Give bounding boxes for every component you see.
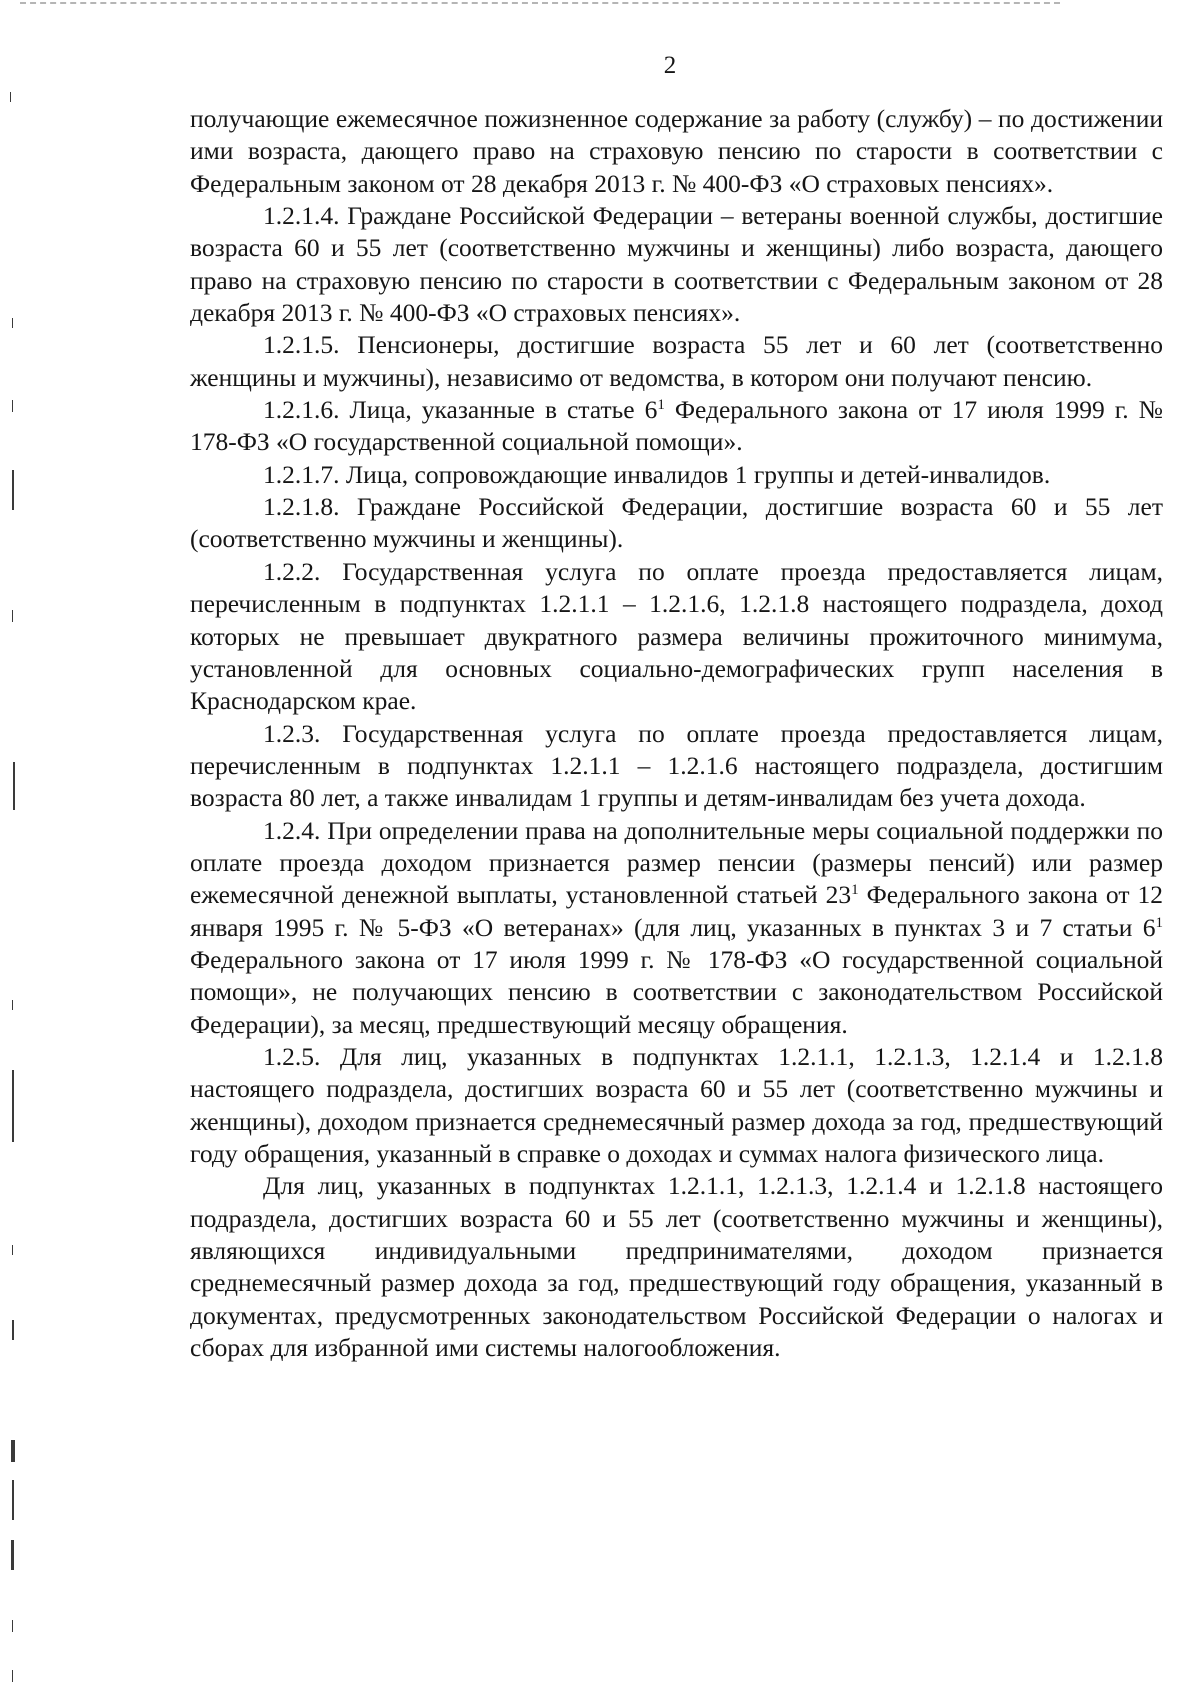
- superscript: 1: [851, 882, 859, 899]
- superscript: 1: [657, 397, 665, 414]
- paragraph-1-2-1-4: 1.2.1.4. Граждане Российской Федерации – ветераны военной службы, достигшие возраста 60 и 55 лет (соответственно мужчины и женщины) либо возраста, дающего право на страховую пенсию по старости в соответствии с Федеральным законом от 28 декабря 2013 г. № 400-ФЗ «О страховых пенсиях».: [190, 201, 1163, 328]
- page-number: 2: [663, 52, 677, 79]
- paragraph-1-2-2: 1.2.2. Государственная услуга по оплате проезда предоставляется лицам, перечисленным в подпунктах 1.2.1.1 – 1.2.1.6, 1.2.1.8 настоящего подраздела, доход которых не превышает двукратного размера величины прожиточного минимума, установленной для основных социально-демографических групп населения в Краснодарском крае.: [190, 556, 1163, 716]
- paragraph-1-2-5-continued: Для лиц, указанных в подпунктах 1.2.1.1, 1.2.1.3, 1.2.1.4 и 1.2.1.8 настоящего подраздела, достигших возраста 60 и 55 лет (соответственно мужчины и женщины), являющихся индивидуальными предпринимателями, доходом признается среднемесячный размер дохода за год, предшествующий году обращения, указанный в документах, предусмотренных законодательством Российской Федерации о налогах и сборах для избранной ими системы налогообложения.: [190, 1171, 1163, 1363]
- superscript: 1: [1155, 914, 1163, 931]
- paragraph-1-2-4: [190, 815, 1163, 1041]
- scan-margin-marks: [0, 0, 24, 1697]
- paragraph-text: Федерального закона от 17 июля 1999 г. № 178-ФЗ «О государственной социальной помощи».: [190, 395, 1163, 457]
- scan-edge-line: [20, 2, 1060, 4]
- paragraph-1-2-1-5: 1.2.1.5. Пенсионеры, достигшие возраста 55 лет и 60 лет (соответственно женщины и мужчины), независимо от ведомства, в котором они получают пенсию.: [190, 330, 1163, 392]
- paragraph-1-2-1-6: [190, 394, 1163, 459]
- paragraph-1-2-1-7: 1.2.1.7. Лица, сопровождающие инвалидов 1 группы и детей-инвалидов.: [263, 459, 1051, 489]
- document-body: [190, 103, 1163, 1364]
- paragraph-text: 1.2.1.6. Лица, указанные в статье 6: [263, 395, 658, 425]
- paragraph-1-2-1-8: 1.2.1.8. Граждане Российской Федерации, достигшие возраста 60 и 55 лет (соответственно мужчины и женщины).: [190, 492, 1163, 554]
- paragraph-continuation: получающие ежемесячное пожизненное содержание за работу (службу) – по достижении ими возраста, дающего право на страховую пенсию по старости в соответствии с Федеральным законом от 28 декабря 2013 г. № 400-ФЗ «О страховых пенсиях».: [190, 104, 1163, 198]
- paragraph-1-2-3: 1.2.3. Государственная услуга по оплате проезда предоставляется лицам, перечисленным в подпунктах 1.2.1.1 – 1.2.1.6 настоящего подраздела, достигшим возраста 80 лет, а также инвалидам 1 группы и детям-инвалидам без учета дохода.: [190, 718, 1163, 813]
- paragraph-text: Федерального закона от 12 января 1995 г. № 5-ФЗ «О ветеранах» (для лиц, указанных в пунктах 3 и 7 статьи 6: [190, 880, 1164, 942]
- paragraph-text: 1.2.4. При определении права на дополнительные меры социальной поддержки по оплате проезда доходом признается размер пенсии (размеры пенсий) или размер ежемесячной денежной выплаты, установленной статьей 23: [190, 815, 1163, 910]
- paragraph-1-2-5: 1.2.5. Для лиц, указанных в подпунктах 1.2.1.1, 1.2.1.3, 1.2.1.4 и 1.2.1.8 настоящего подраздела, достигших возраста 60 и 55 лет (соответственно мужчины и женщины), доходом признается среднемесячный размер дохода за год, предшествующий году обращения, указанный в справке о доходах и суммах налога физического лица.: [190, 1041, 1163, 1168]
- paragraph-text: Федерального закона от 17 июля 1999 г. № 178-ФЗ «О государственной социальной помощи», не получающих пенсию в соответствии с законодательством Российской Федерации), за месяц, предшествующий месяцу обращения.: [190, 944, 1163, 1039]
